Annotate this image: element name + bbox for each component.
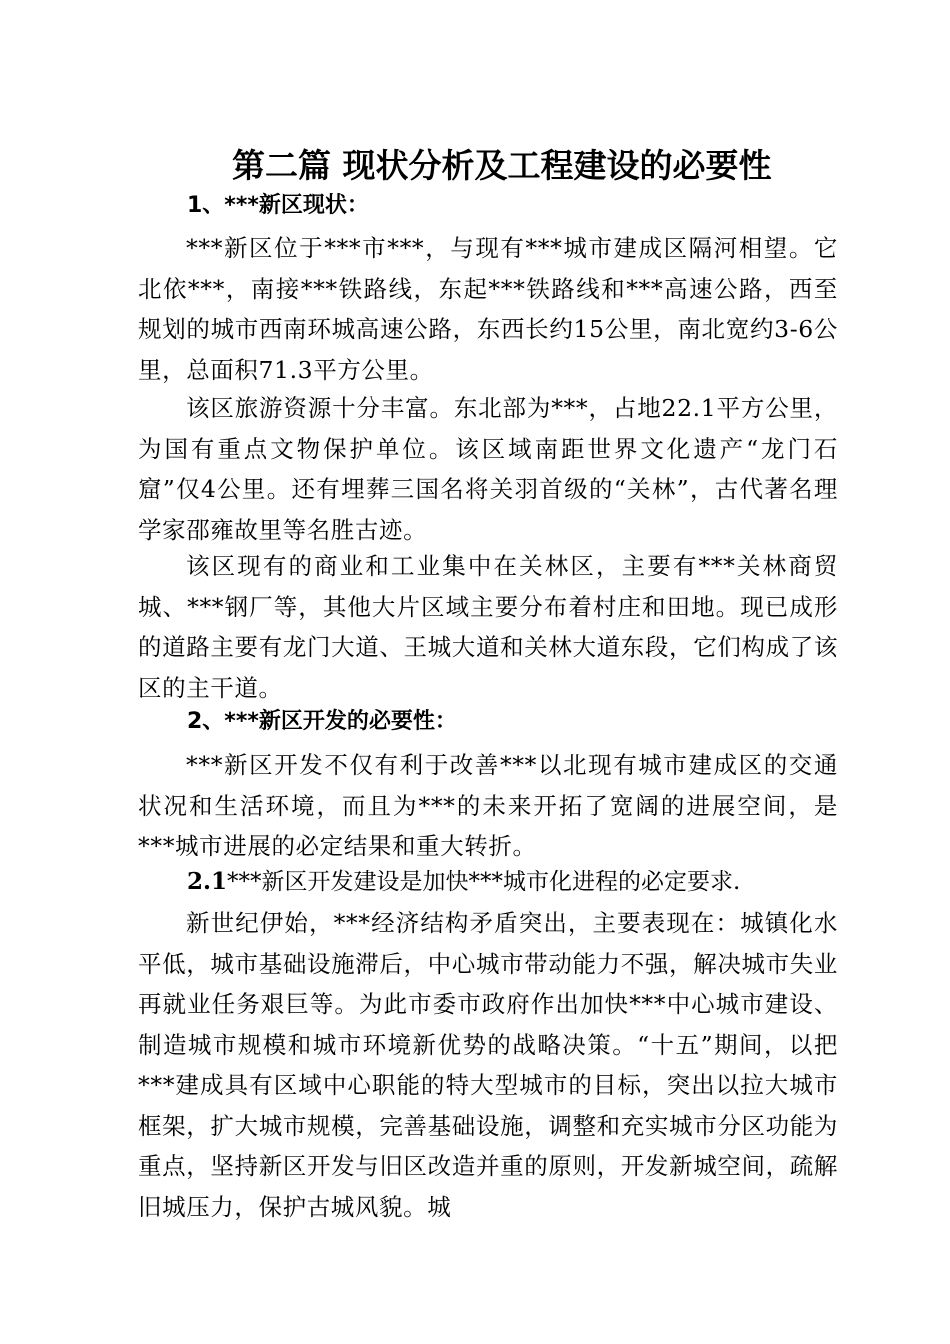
section-2-paragraph-2: 新世纪伊始，***经济结构矛盾突出，主要表现在：城镇化水平低，城市基础设施滞后，中心城市带动能力不强，解决城市失业再就业任务艰巨等。为此市委市政府作出加快***中心城市建设、制造城市规模和城市环境新优势的战略决策。“十五”期间，以把***建成具有区域中心职能的特大型城市的目标，突出以拉大城市框架，扩大城市规模，完善基础设施，调整和充实城市分区功能为重点，坚持新区开发与旧区改造并重的原则，开发新城空间，疏解旧城压力，保护古城风貌。城	[138, 909, 838, 1221]
section-2-heading: 2、***新区开发的必要性：	[187, 709, 457, 734]
subsection-2-1-text: ***新区开发建设是加快***城市化进程的必定要求.	[227, 869, 741, 895]
subsection-2-1-number: 2.1	[187, 868, 228, 895]
subsection-2-1	[187, 866, 740, 898]
section-1-paragraph-3: 该区现有的商业和工业集中在关林区，主要有***关林商贸城、***钢厂等，其他大片区域主要分布着村庄和田地。现已成形的道路主要有龙门大道、王城大道和关林大道东段，它们构成了该区的主干道。	[138, 552, 838, 702]
section-2-paragraph-1: ***新区开发不仅有利于改善***以北现有城市建成区的交通状况和生活环境，而且为***的未来开拓了宽阔的进展空间，是***城市进展的必定结果和重大转折。	[138, 751, 838, 860]
section-1-heading: 1、***新区现状：	[187, 193, 369, 218]
document-title: 第二篇 现状分析及工程建设的必要性	[232, 146, 772, 185]
section-1-paragraph-1: ***新区位于***市***，与现有***城市建成区隔河相望。它北依***，南接***铁路线，东起***铁路线和***高速公路，西至规划的城市西南环城高速公路，东西长约15公里，南北宽约3-6公里，总面积71.3平方公里。	[138, 234, 838, 384]
section-1-paragraph-2: 该区旅游资源十分丰富。东北部为***，占地22.1平方公里，为国有重点文物保护单位。该区域南距世界文化遗产“龙门石窟”仅4公里。还有埋葬三国名将关羽首级的“关林”，古代著名理学家邵雍故里等名胜古迹。	[138, 394, 838, 544]
